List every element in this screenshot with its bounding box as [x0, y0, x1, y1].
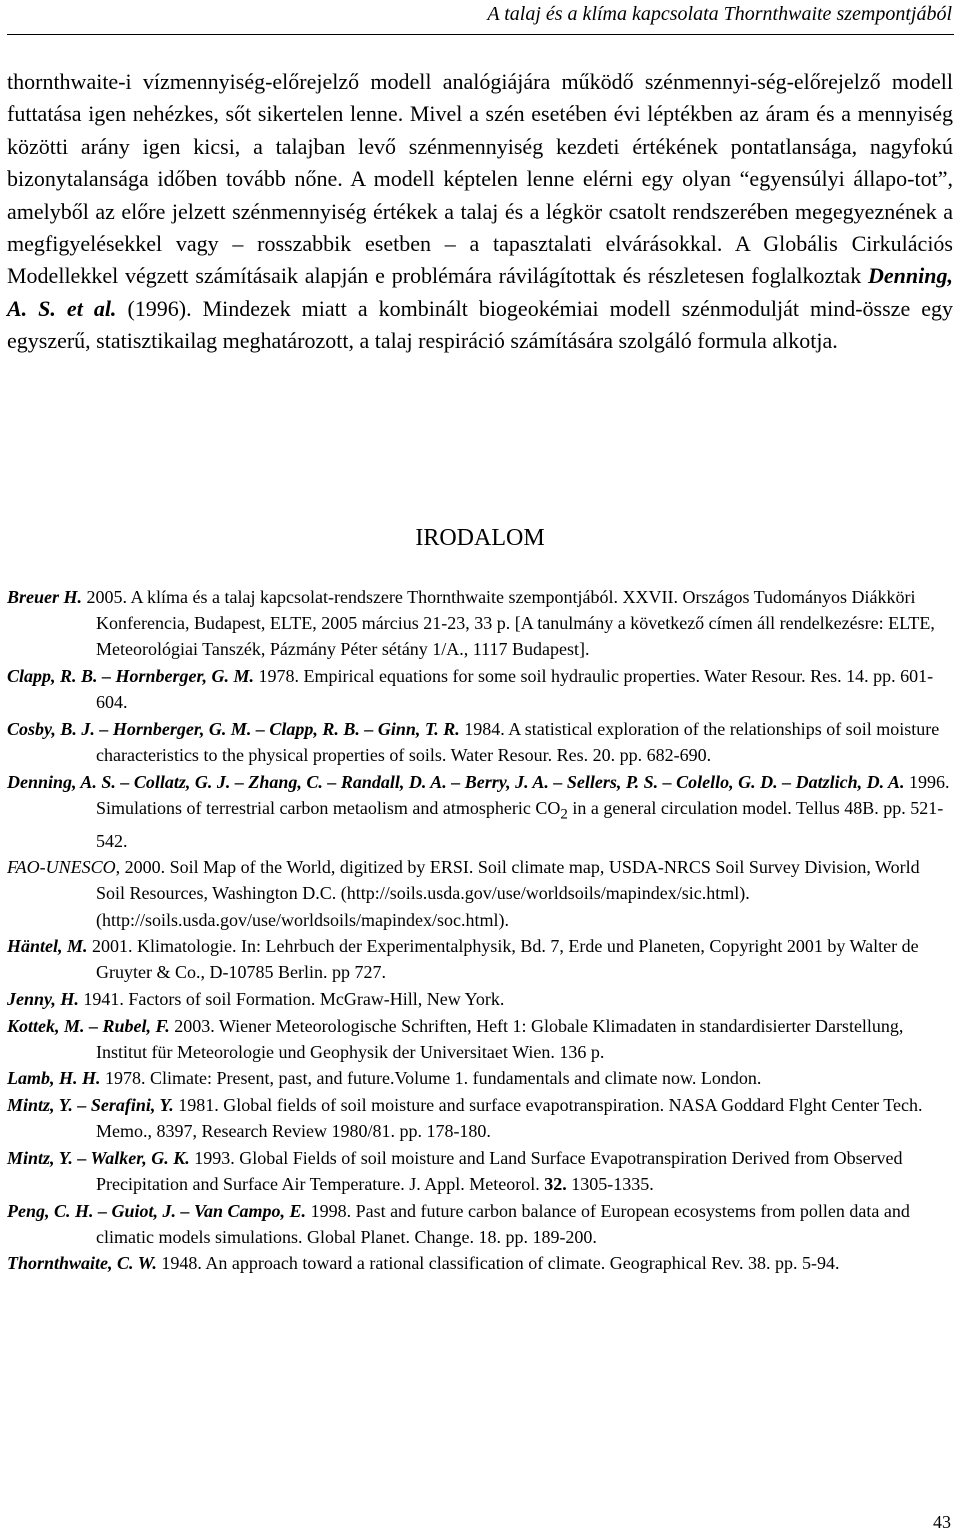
- reference-details: 2003. Wiener Meteorologische Schriften, Heft 1: Globale Klimadaten in standardisierter Darstellung, Institut für Meteorologie und Geophysik der Universitaet Wien. 136 p.: [96, 1015, 904, 1062]
- references-heading: IRODALOM: [415, 525, 545, 551]
- reference-details: 1984. A statistical exploration of the relationships of soil moisture characteristics to the physical properties of soils. Water Resour. Res. 20. pp. 682-690.: [96, 718, 940, 765]
- reference-details-cont: 1305-1335.: [566, 1173, 654, 1194]
- body-text-part-2: (1996). Mindezek miatt a kombinált biogeokémiai modell szénmodulját mind-össze egy egyszerű, statisztikailag meghatározott, a talaj respiráció számítására szolgáló formula alkotja.: [7, 295, 953, 354]
- reference-authors: Jenny, H.: [7, 988, 79, 1009]
- reference-details: 1998. Past and future carbon balance of European ecosystems from pollen data and climatic models simulations. Global Planet. Change. 18. pp. 189-200.: [96, 1200, 910, 1247]
- reference-item: [7, 1145, 953, 1197]
- header-divider: [7, 34, 954, 35]
- reference-authors: Mintz, Y. – Walker, G. K.: [7, 1147, 190, 1168]
- reference-item: [7, 663, 953, 715]
- reference-details: 1941. Factors of soil Formation. McGraw-Hill, New York.: [78, 988, 505, 1009]
- running-header: [0, 0, 960, 28]
- reference-details: 1993. Global Fields of soil moisture and Land Surface Evapotranspiration Derived from Observed Precipitation and Surface Air Temperature. J. Appl. Meteorol.: [96, 1147, 903, 1194]
- reference-authors: Breuer H.: [7, 587, 83, 607]
- reference-authors: Lamb, H. H.: [7, 1068, 101, 1089]
- reference-item: [7, 584, 953, 663]
- reference-details: 2001. Klimatologie. In: Lehrbuch der Experimentalphysik, Bd. 7, Erde und Planeten, Copyright 2001 by Walter de Gruyter & Co., D-10785 Berlin. pp 727.: [87, 936, 919, 983]
- reference-item: [7, 854, 953, 933]
- reference-authors: Clapp, R. B. – Hornberger, G. M.: [7, 666, 255, 686]
- reference-item: [7, 1250, 953, 1276]
- volume-number: 32.: [544, 1173, 567, 1194]
- reference-details: , 2000. Soil Map of the World, digitized by ERSI. Soil climate map, USDA-NRCS Soil Survey Division, World Soil Resources, Washington D.C. (http://soils.usda.gov/use/worldsoils/mapindex/sic.html). (http://soils.usda.gov/use/worldsoils/mapindex/soc.html).: [96, 857, 920, 930]
- reference-authors: Peng, C. H. – Guiot, J. – Van Campo, E.: [7, 1200, 307, 1221]
- reference-details: 1996. Simulations of terrestrial carbon metaolism and atmospheric CO: [96, 771, 950, 818]
- reference-details: 1981. Global fields of soil moisture and surface evapotranspiration. NASA Goddard Flght Center Tech. Memo., 8397, Research Review 1980/81. pp. 178-180.: [96, 1094, 923, 1142]
- reference-authors: Denning, A. S. – Collatz, G. J. – Zhang, C. – Randall, D. A. – Berry, J. A. – Sellers, P. S. – Colello, G. D. – Datzlich, D. A.: [7, 771, 905, 792]
- reference-authors: Mintz, Y. – Serafini, Y.: [7, 1094, 174, 1115]
- reference-item: [7, 1092, 953, 1144]
- reference-item: [7, 1065, 953, 1091]
- reference-details: 1978. Climate: Present, past, and future.Volume 1. fundamentals and climate now. London.: [100, 1068, 762, 1089]
- reference-item: [7, 933, 953, 985]
- cited-authors: Denning, A. S. et al.: [7, 263, 953, 321]
- reference-item: [7, 1198, 953, 1250]
- reference-details-cont: in a general circulation model. Tellus 48B. pp. 521-542.: [96, 797, 944, 851]
- page-number: 43: [933, 1512, 951, 1532]
- reference-authors: Kottek, M. – Rubel, F.: [7, 1015, 170, 1036]
- reference-authors: Häntel, M.: [7, 936, 88, 957]
- reference-details: 1948. An approach toward a rational classification of climate. Geographical Rev. 38. pp. 5-94.: [156, 1253, 840, 1274]
- reference-authors: Thornthwaite, C. W.: [7, 1253, 157, 1274]
- subscript: 2: [560, 806, 568, 823]
- body-paragraph: [7, 66, 953, 358]
- reference-details: 1978. Empirical equations for some soil hydraulic properties. Water Resour. Res. 14. pp. 601-604.: [96, 666, 934, 713]
- reference-authors: Cosby, B. J. – Hornberger, G. M. – Clapp, R. B. – Ginn, T. R.: [7, 718, 460, 739]
- reference-item: [7, 769, 953, 854]
- reference-item: [7, 1013, 953, 1065]
- reference-authors: FAO-UNESCO: [7, 857, 116, 878]
- reference-details: 2005. A klíma és a talaj kapcsolat-rendszere Thornthwaite szempontjából. XXVII. Országos Tudományos Diákköri Konferencia, Budapest, ELTE, 2005 március 21-23, 33 p. [A tanulmány a következő címen áll rendelkezésre: ELTE, Meteorológiai Tanszék, Pázmány Péter sétány 1/A., 1117 Budapest].: [82, 587, 935, 660]
- body-text-part-1: thornthwaite-i vízmennyiség-előrejelző modell analógiájára működő szénmennyi-ség-előrejelző modell futtatása igen nehézkes, sőt sikertelen lenne. Mivel a szén esetében évi léptékben az áram és a mennyiség közötti arány igen kicsi, a talajban levő szénmennyiség kezdeti értékének pontatlansága, nagyfokú bizonytalansága időben tovább nőne. A modell képtelen lenne elérni egy olyan “egyensúlyi állapo-tot”, amelyből az előre jelzett szénmennyiség értékek a talaj és a légkör csatolt rendszerében megegyeznének a megfigyelésekkel vagy – rosszabbik esetben – a tapasztalati elvárásokkal. A Globális Cirkulációs Modellekkel végzett számításaik alapján e problémára rávilágítottak és részletesen foglalkoztak: [7, 69, 953, 289]
- running-title: A talaj és a klíma kapcsolata Thornthwaite szempontjából: [487, 3, 952, 25]
- reference-list: [7, 584, 953, 1277]
- reference-item: [7, 986, 953, 1012]
- reference-item: [7, 716, 953, 768]
